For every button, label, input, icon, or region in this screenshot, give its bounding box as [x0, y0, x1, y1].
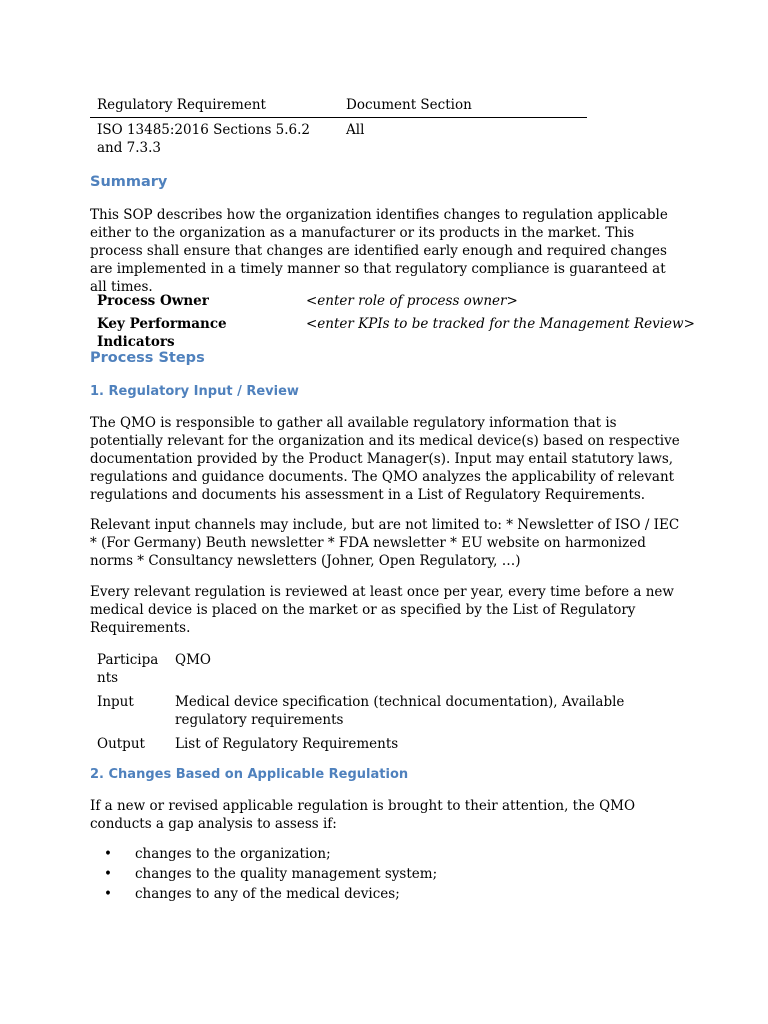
- table-row: [90, 690, 682, 732]
- step1-heading: 1. Regulatory Input / Review: [90, 384, 299, 399]
- table-value: List of Regulatory Requirements: [175, 736, 399, 752]
- table-key: Key Performance Indicators: [97, 316, 227, 350]
- list-item: [90, 865, 682, 885]
- table-value: <enter role of process owner>: [306, 293, 518, 309]
- table-key: Input: [97, 694, 134, 710]
- list-item-text: changes to the quality management system;: [135, 866, 438, 882]
- table-row: [90, 290, 702, 313]
- table-header: Document Section: [339, 94, 587, 118]
- bullet-icon: •: [104, 846, 112, 862]
- step1-roles-table: [90, 648, 682, 756]
- process-steps-heading: Process Steps: [90, 350, 205, 366]
- table-row: [90, 648, 682, 690]
- list-item: [90, 885, 682, 905]
- step2-paragraph: If a new or revised applicable regulation is brought to their attention, the QMO conducts a gap analysis to assess if:: [90, 798, 636, 832]
- summary-heading: Summary: [90, 174, 168, 190]
- table-key: Process Owner: [97, 293, 209, 309]
- table-cell: All: [346, 122, 365, 138]
- table-header: Regulatory Requirement: [90, 94, 339, 118]
- step1-input-channels: Relevant input channels may include, but are not limited to: * Newsletter of ISO / IEC * (For Germany) Beuth newsletter * FDA newsletter * EU website on harmonized norms * Consultancy newsletters (Johner, Open Regulatory, …): [90, 517, 680, 569]
- table-cell: ISO 13485:2016 Sections 5.6.2 and 7.3.3: [97, 122, 311, 156]
- regulatory-requirements-table: [90, 94, 587, 160]
- step1-paragraph: The QMO is responsible to gather all available regulatory information that is potentially relevant for the organization and its medical device(s) based on respective documentation provided by the Product Manager(s). Input may entail statutory laws, regulations and guidance documents. The QMO analyzes the applicability of relevant regulations and documents his assessment in a List of Regulatory Requirements.: [90, 415, 680, 503]
- list-item-text: changes to the organization;: [135, 846, 331, 862]
- table-row: [90, 313, 702, 354]
- table-row: [90, 732, 682, 756]
- bullet-icon: •: [104, 866, 112, 882]
- summary-text: This SOP describes how the organization identifies changes to regulation applicable either to the organization as a manufacturer or its products in the market. This process shall ensure that changes are identified early enough and required changes are implemented in a timely manner so that regulatory compliance is guaranteed at all times.: [90, 207, 668, 295]
- table-row: [90, 118, 587, 161]
- list-item: [90, 845, 682, 865]
- bullet-icon: •: [104, 886, 112, 902]
- table-key: Participants: [97, 652, 159, 686]
- list-item-text: changes to any of the medical devices;: [135, 886, 400, 902]
- table-value: <enter KPIs to be tracked for the Management Review>: [306, 316, 695, 332]
- step2-heading: 2. Changes Based on Applicable Regulation: [90, 767, 409, 782]
- step2-bullet-list: [90, 845, 682, 905]
- table-value: Medical device specification (technical documentation), Available regulatory requirements: [175, 694, 625, 728]
- table-key: Output: [97, 736, 145, 752]
- table-value: QMO: [175, 652, 211, 668]
- process-owner-table: [90, 290, 702, 354]
- step1-review-frequency: Every relevant regulation is reviewed at least once per year, every time before a new medical device is placed on the market or as specified by the List of Regulatory Requirements.: [90, 584, 674, 636]
